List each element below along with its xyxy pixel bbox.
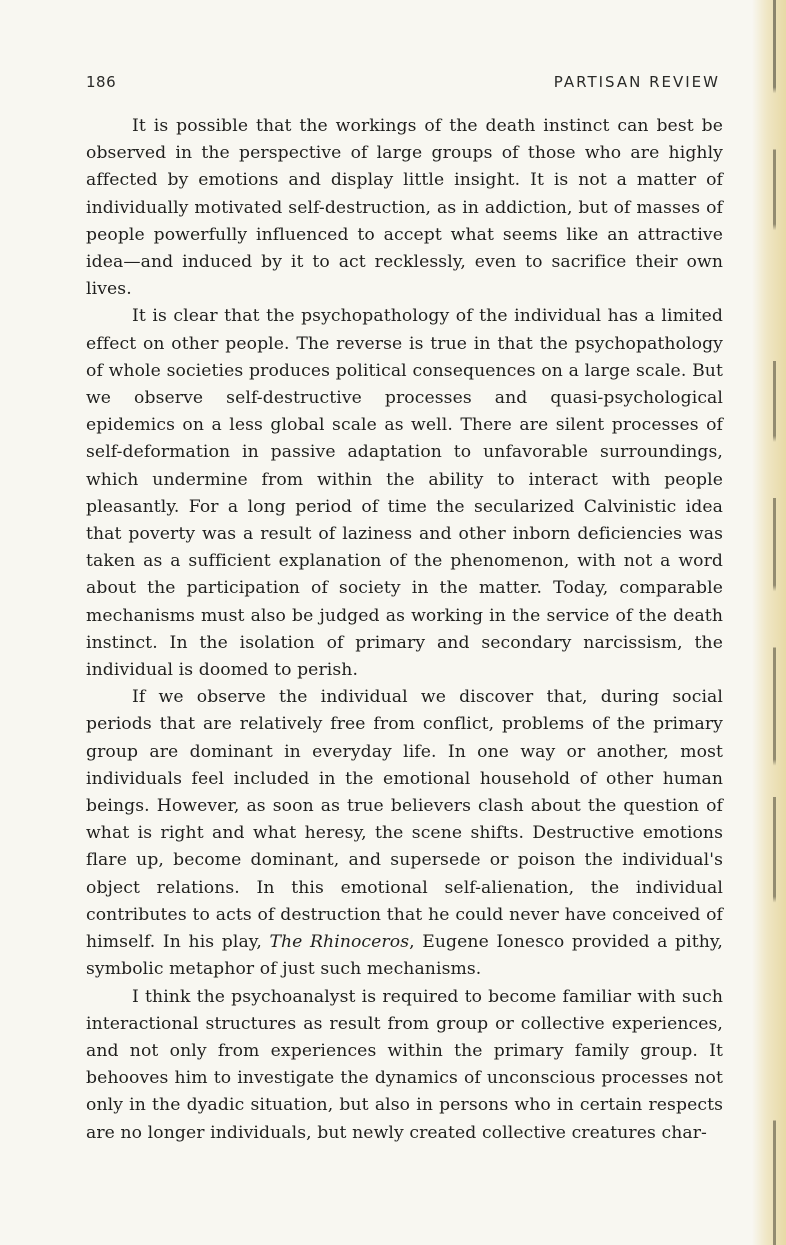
paragraph-4: I think the psychoanalyst is required to become familiar with such interactional structures as result from group or collective experiences, and not only from experiences within the primary family group. It behooves him to investigate the dynamics of unconscious processes not only in the dyadic situation, but also in persons who in certain respects are no longer individuals, but newly created collective creatures char- xyxy=(86,986,723,1143)
page-edge-shadow xyxy=(752,0,786,1245)
journal-title: PARTISAN REVIEW xyxy=(553,73,720,91)
page-number: 186 xyxy=(86,73,117,91)
binding-edge xyxy=(773,0,776,1245)
article-body xyxy=(86,113,723,1147)
paragraph-2: It is clear that the psychopathology of the individual has a limited effect on other people. The reverse is true in that the psychopathology of whole societies produces political consequences on a large scale. But we observe self-destructive processes and quasi-psychological epidemics on a less global scale as well. There are silent processes of self-deformation in passive adaptation to unfavorable surroundings, which undermine from within the ability to interact with people pleasantly. For a long period of time the secularized Calvinistic idea that poverty was a result of laziness and other inborn deficiencies was taken as a sufficient explanation of the phenomenon, with not a word about the participation of society in the matter. Today, comparable mechanisms must also be judged as working in the service of the death instinct. In the isolation of primary and secondary narcissism, the individual is doomed to perish. xyxy=(86,306,723,681)
running-header xyxy=(86,73,720,95)
play-title: The Rhinoceros xyxy=(269,932,410,953)
paragraph-3 xyxy=(86,684,723,983)
paragraph-1: It is possible that the workings of the death instinct can best be observed in the perspective of large groups of those who are highly affected by emotions and display little insight. It is not a matter of individually motivated self-destruction, as in addiction, but of masses of people powerfully influenced to accept what seems like an attractive idea—and induced by it to act recklessly, even to sacrifice their own lives. xyxy=(86,116,723,300)
paragraph-3-text-before: If we observe the individual we discover that, during social periods that are relatively free from conflict, problems of the primary group are dominant in everyday life. In one way or another, most individuals feel included in the emotional household of other human beings. However, as soon as true believers clash about the question of what is right and what heresy, the scene shifts. Destructive emotions flare up, become dominant, and supersede or poison the individual's object relations. In this emotional self-alienation, the individual contributes to acts of destruction that he could never have conceived of himself. In his play, xyxy=(86,687,723,953)
paragraph-3-text-after: , Eugene Ionesco provided a pithy, symbolic metaphor of just such mechanisms. xyxy=(86,932,723,980)
